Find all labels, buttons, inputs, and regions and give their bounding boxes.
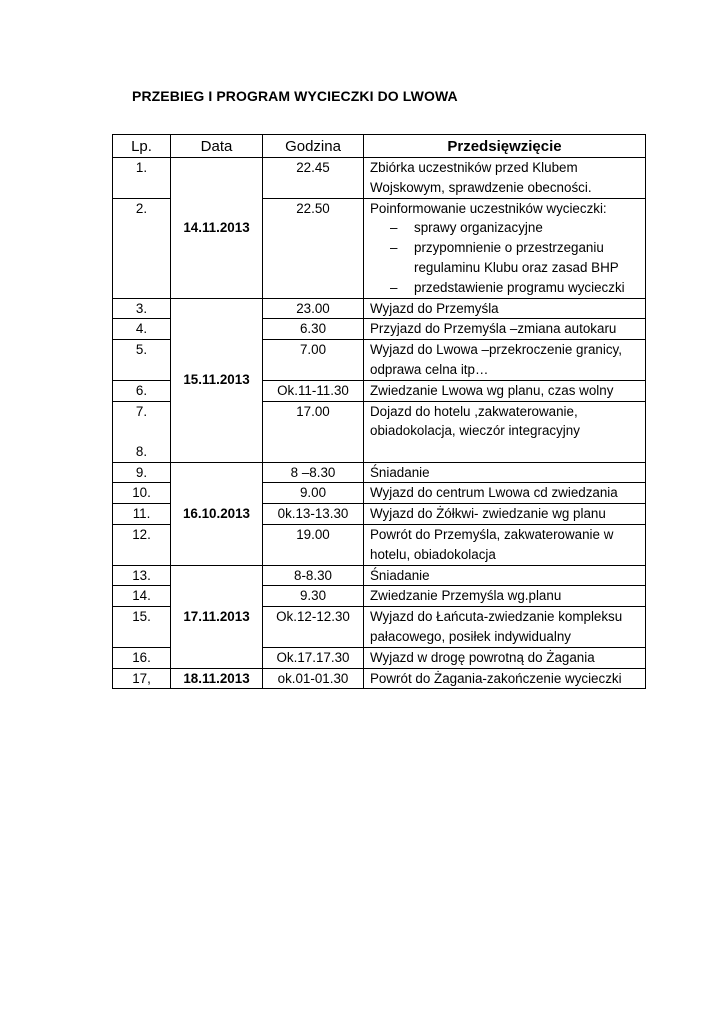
- row-number: 6.: [113, 380, 171, 401]
- row-number: 17,: [113, 668, 171, 689]
- row-event: Wyjazd do centrum Lwowa cd zwiedzania: [364, 483, 646, 504]
- row-event: Śniadanie: [364, 462, 646, 483]
- date-cell: 14.11.2013: [171, 158, 263, 299]
- row-number: 3.: [113, 298, 171, 319]
- row-event: Wyjazd do Przemyśla: [364, 298, 646, 319]
- row-number: [113, 401, 171, 462]
- table-row: [113, 158, 646, 199]
- row-number: 13.: [113, 565, 171, 586]
- row-time: ok.01-01.30: [263, 668, 364, 689]
- table-row: [113, 298, 646, 319]
- row-time: 0k.13-13.30: [263, 504, 364, 525]
- row-number: 4.: [113, 319, 171, 340]
- row-event: Powrót do Żagania-zakończenie wycieczki: [364, 668, 646, 689]
- row-number: 9.: [113, 462, 171, 483]
- row-time: Ok.17.17.30: [263, 647, 364, 668]
- row-event: Zbiórka uczestników przed Klubem Wojskowym, sprawdzenie obecności.: [364, 158, 646, 199]
- row-number: 1.: [113, 158, 171, 199]
- row-number: 12.: [113, 524, 171, 565]
- table-row: [113, 565, 646, 586]
- row-time: Ok.11-11.30: [263, 380, 364, 401]
- header-event: Przedsięwzięcie: [364, 135, 646, 158]
- list-item: – przedstawienie programu wycieczki: [390, 278, 641, 298]
- row-time: 17.00: [263, 401, 364, 462]
- row-event: Wyjazd w drogę powrotną do Żagania: [364, 647, 646, 668]
- row-time: 6.30: [263, 319, 364, 340]
- header-time: Godzina: [263, 135, 364, 158]
- row-event: Zwiedzanie Lwowa wg planu, czas wolny: [364, 380, 646, 401]
- row-time: 22.50: [263, 198, 364, 298]
- list-item: – przypomnienie o przestrzeganiu regulaminu Klubu oraz zasad BHP: [390, 238, 641, 278]
- row-time: 22.45: [263, 158, 364, 199]
- table-row: [113, 668, 646, 689]
- date-cell: 17.11.2013: [171, 565, 263, 668]
- row-time: 9.30: [263, 586, 364, 607]
- header-lp: Lp.: [113, 135, 171, 158]
- row-number-second: 8.: [135, 443, 148, 459]
- table-header-row: [113, 135, 646, 158]
- row-event: Wyjazd do Łańcuta-zwiedzanie kompleksu pałacowego, posiłek indywidualny: [364, 607, 646, 648]
- date-cell: 15.11.2013: [171, 298, 263, 462]
- row-number: 16.: [113, 647, 171, 668]
- row-event: Przyjazd do Przemyśla –zmiana autokaru: [364, 319, 646, 340]
- row-time: Ok.12-12.30: [263, 607, 364, 648]
- page-title: PRZEBIEG I PROGRAM WYCIECZKI DO LWOWA: [132, 88, 458, 104]
- row-number: 5.: [113, 340, 171, 381]
- row-event: Wyjazd do Żółkwi- zwiedzanie wg planu: [364, 504, 646, 525]
- row-event: Dojazd do hotelu ,zakwaterowanie, obiadokolacja, wieczór integracyjny: [364, 401, 646, 462]
- row-time: 8 –8.30: [263, 462, 364, 483]
- row-event: Powrót do Przemyśla, zakwaterowanie w hotelu, obiadokolacja: [364, 524, 646, 565]
- row-time: 7.00: [263, 340, 364, 381]
- schedule-table: [112, 134, 646, 689]
- row-event: Śniadanie: [364, 565, 646, 586]
- row-number: 2.: [113, 198, 171, 298]
- row-number: 10.: [113, 483, 171, 504]
- row-event-text: Poinformowanie uczestników wycieczki:: [370, 200, 607, 216]
- date-cell: 16.10.2013: [171, 462, 263, 565]
- row-time: 9.00: [263, 483, 364, 504]
- row-time: 19.00: [263, 524, 364, 565]
- row-number: 14.: [113, 586, 171, 607]
- table-row: [113, 462, 646, 483]
- row-time: 8-8.30: [263, 565, 364, 586]
- row-number-first: 7.: [135, 403, 148, 419]
- row-event: [364, 198, 646, 298]
- row-time: 23.00: [263, 298, 364, 319]
- row-event: Zwiedzanie Przemyśla wg.planu: [364, 586, 646, 607]
- bullet-list: [370, 218, 641, 297]
- row-event: Wyjazd do Lwowa –przekroczenie granicy, odprawa celna itp…: [364, 340, 646, 381]
- header-date: Data: [171, 135, 263, 158]
- date-cell: 18.11.2013: [171, 668, 263, 689]
- row-number: 11.: [113, 504, 171, 525]
- list-item: – sprawy organizacyjne: [390, 218, 641, 238]
- row-number: 15.: [113, 607, 171, 648]
